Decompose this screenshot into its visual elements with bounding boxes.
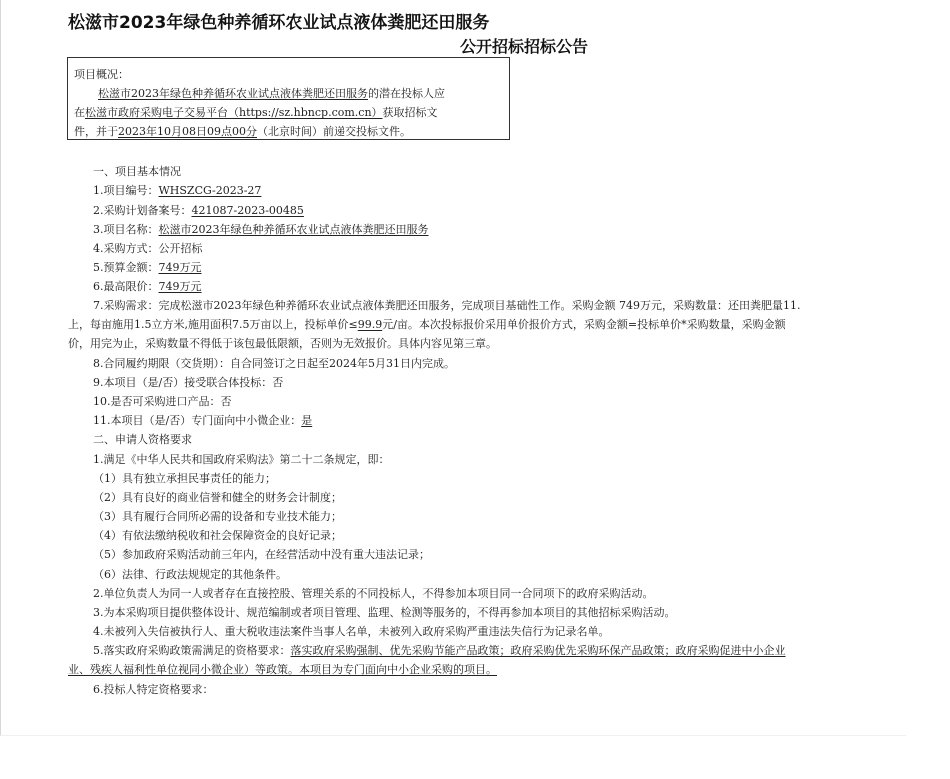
req-sub-5: （5）参加政府采购活动前三年内，在经营活动中没有重大违法记录； xyxy=(93,548,430,561)
item-procurement-method: 4.采购方式：公开招标 xyxy=(93,242,203,255)
item-text: 元/亩。本次投标报价采用单价报价方式，采购金额=投标单价*采购数量，采购金额 xyxy=(382,318,786,331)
overview-platform-link[interactable]: 松滋市政府采购电子交易平台（https://sz.hbncp.com.cn） xyxy=(85,106,383,119)
overview-line-2 xyxy=(74,103,503,122)
overview-text: 的潜在投标人应 xyxy=(368,87,445,100)
item-sme xyxy=(93,411,312,430)
req-item-5-cont xyxy=(68,660,497,679)
overview-project-link[interactable]: 松滋市2023年绿色种养循环农业试点液体粪肥还田服务 xyxy=(98,87,368,100)
item-label: 5.落实政府采购政策需满足的资格要求： xyxy=(93,644,291,657)
item-label: 2.采购计划备案号： xyxy=(93,204,192,217)
item-project-name xyxy=(93,220,429,239)
item-value: 是 xyxy=(301,414,313,427)
req-sub-1: （1）具有独立承担民事责任的能力； xyxy=(93,472,276,485)
req-item-4: 4.未被列入失信被执行人、重大税收违法案件当事人名单，未被列入政府采购严重违法失信行为记录名单。 xyxy=(93,625,610,638)
item-value: 落实政府采购强制、优先采购节能产品政策；政府采购优先采购环保产品政策；政府采购促进中小企业 xyxy=(290,644,786,657)
overview-text: 获取招标文 xyxy=(382,106,438,119)
section-2-heading: 二、申请人资格要求 xyxy=(93,433,192,446)
item-requirement-line-3: 价，用完为止，采购数量不得低于该包最低限额，否则为无效报价。具体内容见第三章。 xyxy=(68,337,497,350)
item-consortium: 9.本项目（是/否）接受联合体投标：否 xyxy=(93,376,284,389)
item-label: 6.最高限价： xyxy=(93,280,159,293)
item-label: 1.项目编号： xyxy=(93,184,159,197)
req-sub-4: （4）有依法缴纳税收和社会保障资金的良好记录； xyxy=(93,529,342,542)
item-value: 421087-2023-00485 xyxy=(191,204,304,217)
overview-text: （北京时间）前递交投标文件。 xyxy=(256,125,411,138)
item-budget xyxy=(93,258,202,277)
item-value: 749万元 xyxy=(158,280,202,293)
overview-text: 件，并于 xyxy=(74,125,118,138)
project-overview-box xyxy=(67,57,510,140)
document-subtitle: 公开招标招标公告 xyxy=(460,37,589,56)
req-item-1: 1.满足《中华人民共和国政府采购法》第二十二条规定，即： xyxy=(93,453,390,466)
overview-line-1 xyxy=(74,84,503,103)
item-value: WHSZCG-2023-27 xyxy=(158,184,262,197)
overview-label: 项目概况： xyxy=(74,68,129,81)
item-requirement-line-1: 7.采购需求：完成松滋市2023年绿色种养循环农业试点液体粪肥还田服务，完成项目基础性工作。采购金额 749万元，采购数量：还田粪肥量11. xyxy=(93,299,801,312)
item-requirement-line-2 xyxy=(68,315,786,334)
item-plan-number xyxy=(93,201,304,220)
overview-line-3 xyxy=(74,122,503,141)
item-label: 3.项目名称： xyxy=(93,223,159,236)
req-sub-6: （6）法律、行政法规规定的其他条件。 xyxy=(93,568,287,581)
item-label: 11.本项目（是/否）专门面向中小微企业： xyxy=(93,414,302,427)
overview-text: 在 xyxy=(74,106,85,119)
item-import: 10.是否可采购进口产品：否 xyxy=(93,395,232,408)
item-unit-price: 99.9 xyxy=(357,318,383,331)
item-label: 5.预算金额： xyxy=(93,261,159,274)
overview-deadline: 2023年10月08日09点00分 xyxy=(118,125,257,138)
item-text: 上，每亩施用1.5立方米,施用面积7.5万亩以上，投标单价≤ xyxy=(68,318,358,331)
item-contract-period: 8.合同履约期限（交货期）：自合同签订之日起至2024年5月31日内完成。 xyxy=(93,357,455,370)
req-sub-3: （3）具有履行合同所必需的设备和专业技术能力； xyxy=(93,510,342,523)
req-item-6: 6.投标人特定资格要求： xyxy=(93,683,214,696)
req-item-3: 3.为本采购项目提供整体设计、规范编制或者项目管理、监理、检测等服务的，不得再参加本项目的其他招标采购活动。 xyxy=(93,606,676,619)
section-1-heading: 一、项目基本情况 xyxy=(93,165,181,178)
item-max-price xyxy=(93,277,202,296)
req-item-2: 2.单位负责人为同一人或者存在直接控股、管理关系的不同投标人，不得参加本项目同一合同项下的政府采购活动。 xyxy=(93,587,654,600)
item-value: 749万元 xyxy=(158,261,202,274)
item-value: 业、残疾人福利性单位视同小微企业）等政策。本项目为专门面向中小企业采购的项目。 xyxy=(68,663,497,676)
item-project-number xyxy=(93,181,261,200)
req-item-5 xyxy=(93,641,786,660)
item-value: 松滋市2023年绿色种养循环农业试点液体粪肥还田服务 xyxy=(158,223,429,236)
req-sub-2: （2）具有良好的商业信誉和健全的财务会计制度； xyxy=(93,491,342,504)
document-title: 松滋市2023年绿色种养循环农业试点液体粪肥还田服务 xyxy=(68,13,490,33)
